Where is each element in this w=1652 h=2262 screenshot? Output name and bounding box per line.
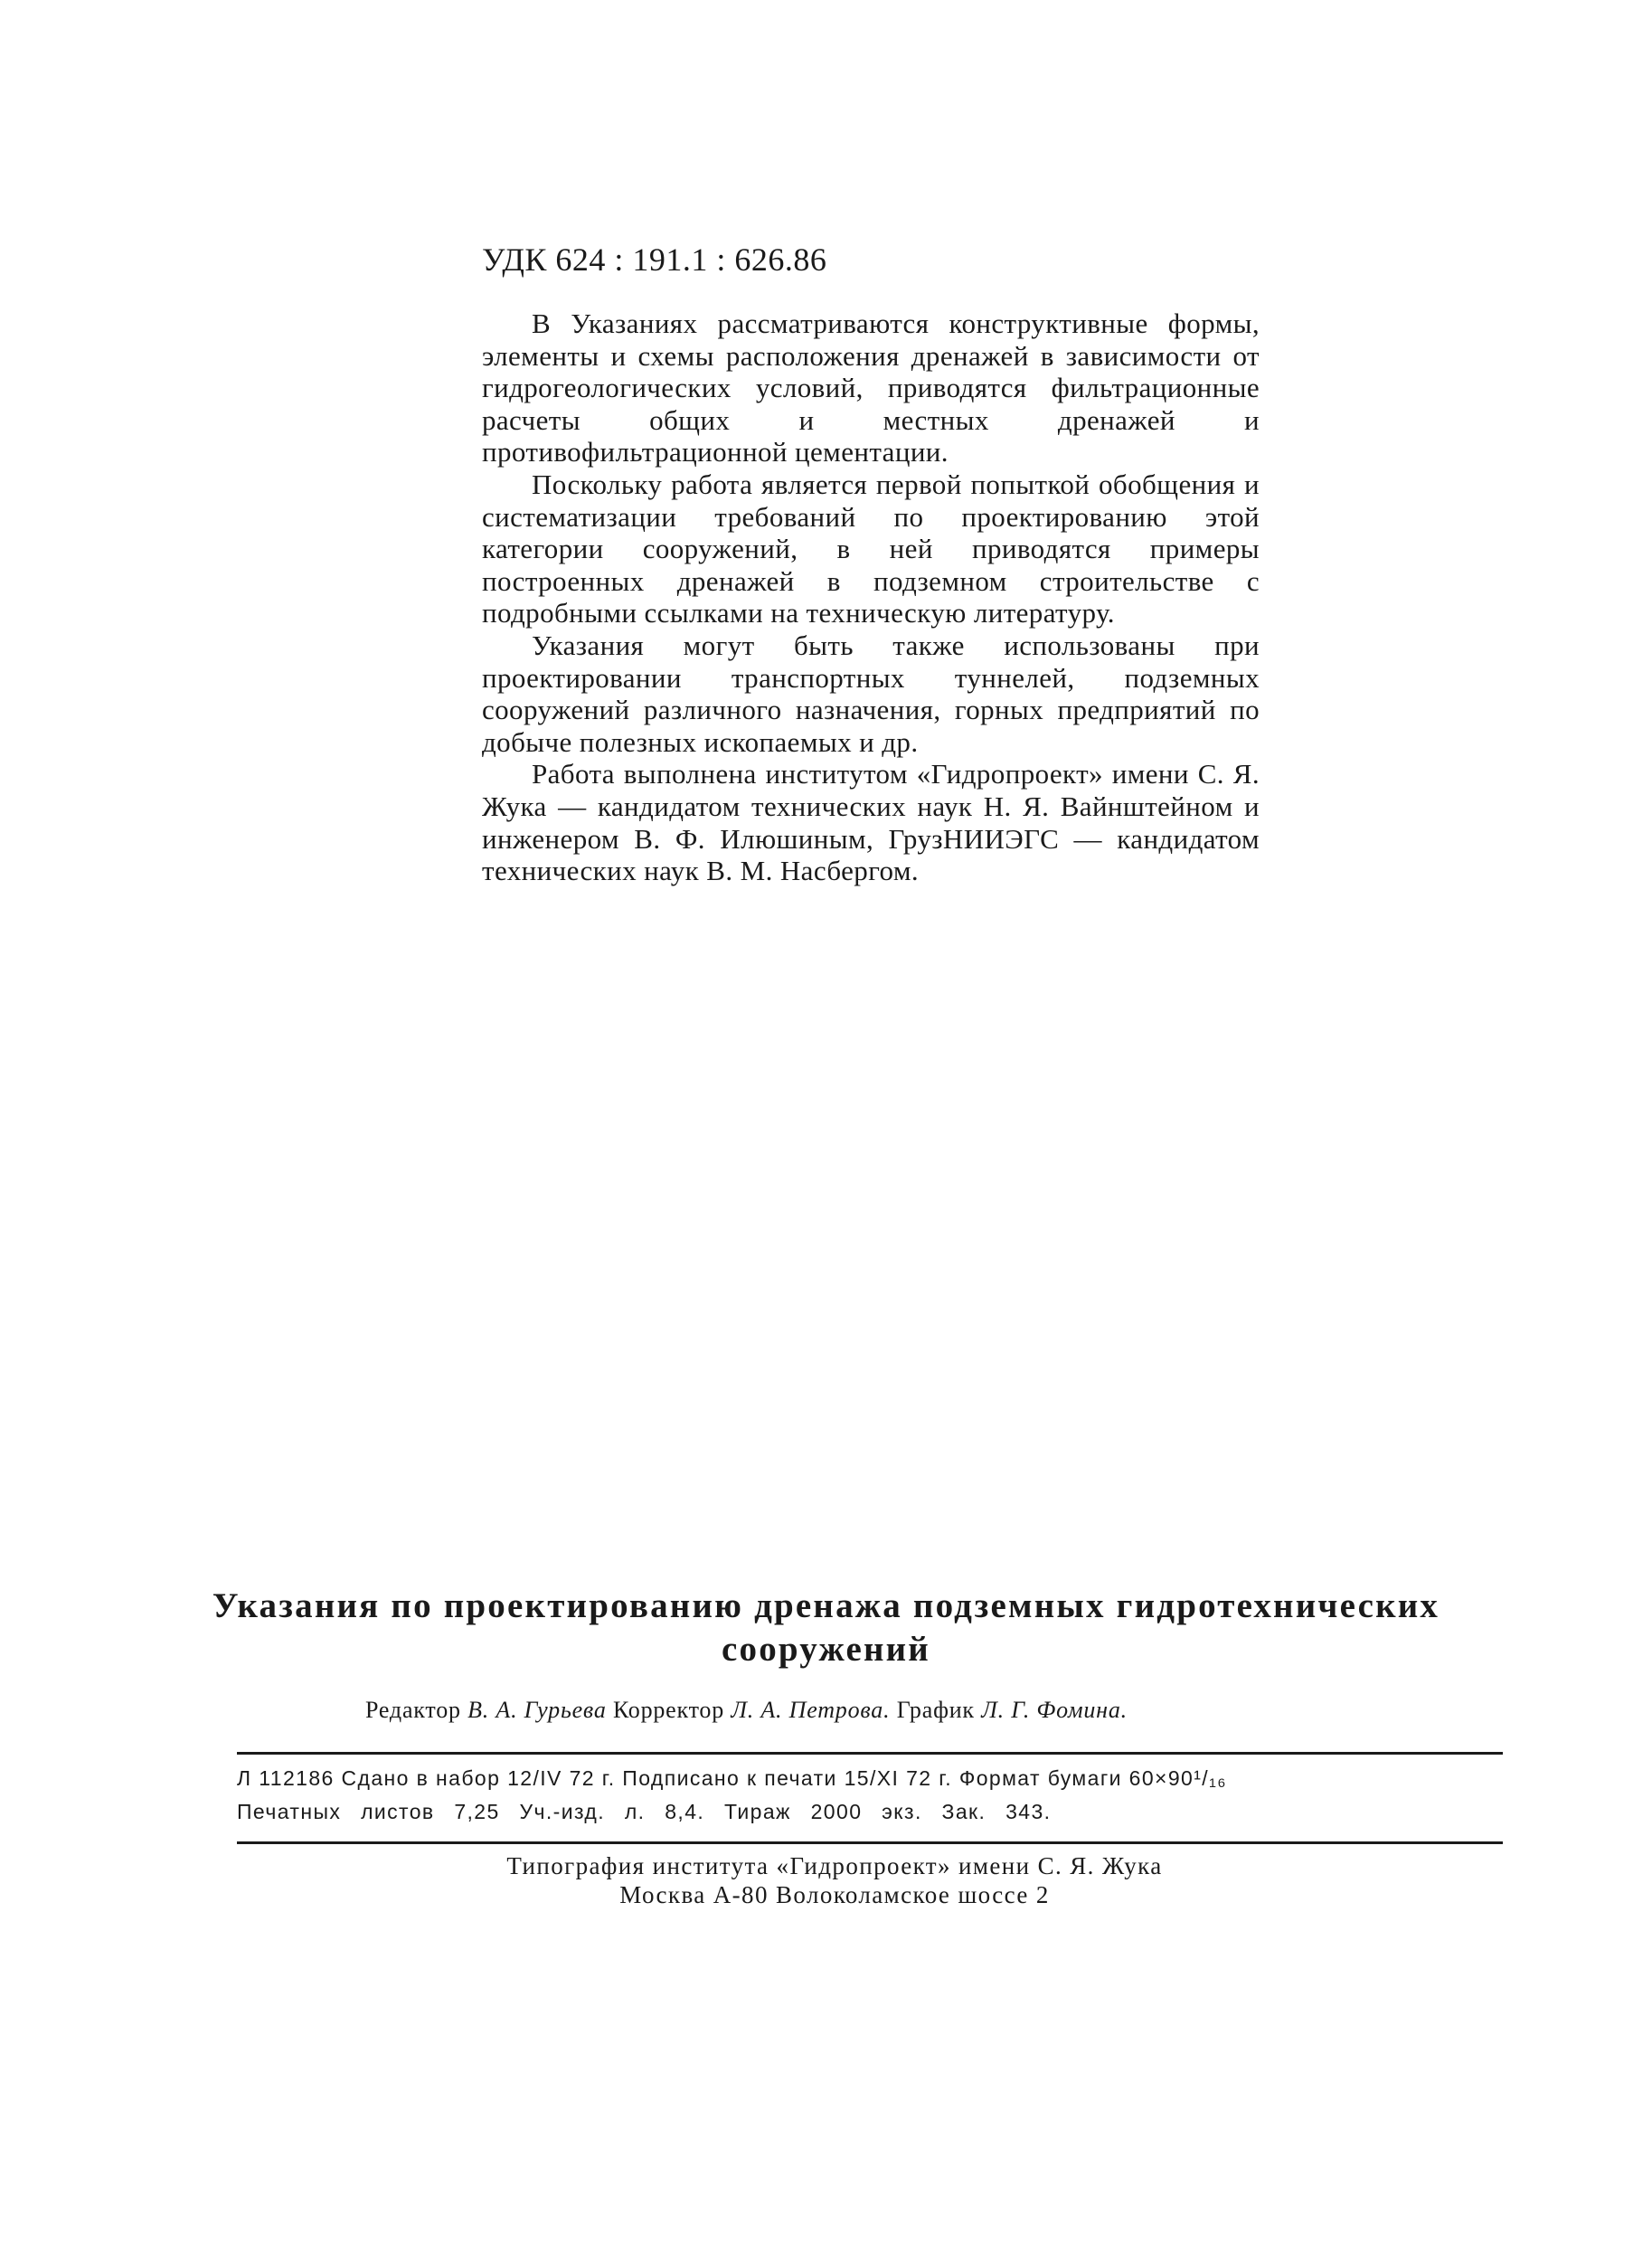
editor-name: В. А. Гурьева [467,1697,607,1723]
graphic-name: Л. Г. Фомина. [981,1697,1128,1723]
credits-line [365,1697,1128,1724]
book-title-line: сооружений [722,1630,930,1669]
udc-code: УДК 624 : 191.1 : 626.86 [482,241,827,278]
abstract-paragraph: Указания могут быть также использованы при проектировании транспортных туннелей, подземных сооружений различного назначения, горных предприятий по добыче полезных ископаемых и др. [482,629,1260,758]
abstract-paragraph: Поскольку работа является первой попыткой обобщения и систематизации требований по проектированию этой категории сооружений, в ней приводятся примеры построенных дренажей в подземном строительстве с подробными ссылками на техническую литературу. [482,468,1260,629]
editor-label: Редактор [365,1697,461,1723]
imprint-divider-bottom [237,1841,1503,1844]
abstract-paragraph: В Указаниях рассматриваются конструктивные формы, элементы и схемы расположения дренажей в зависимости от гидрогеологических условий, приводятся фильтрационные расчеты общих и местных дренажей и противофильтрационной цементации. [482,308,1260,468]
book-title-line: Указания по проектированию дренажа подземных гидротехнических [212,1586,1440,1625]
abstract-paragraph: Работа выполнена институтом «Гидропроект» имени С. Я. Жука — кандидатом технических наук Н. Я. Вайнштейном и инженером В. Ф. Илюшиным, ГрузНИИЭГС — кандидатом технических наук В. М. Насбергом. [482,758,1260,887]
book-title [181,1585,1471,1671]
abstract [482,308,1260,887]
imprint-divider-top [237,1752,1503,1755]
imprint-line: Печатных листов 7,25 Уч.-изд. л. 8,4. Тираж 2000 экз. Зак. 343. [237,1800,1052,1823]
imprint-line: Л 112186 Сдано в набор 12/IV 72 г. Подписано к печати 15/XI 72 г. Формат бумаги 60×90¹/₁₆ [237,1766,1227,1790]
printer-line: Типография института «Гидропроект» имени С. Я. Жука [506,1852,1163,1879]
corrector-name: Л. А. Петрова. [731,1697,891,1723]
printer-info [301,1851,1368,1909]
corrector-label: Корректор [612,1697,725,1723]
printer-address: Москва А-80 Волоколамское шоссе 2 [619,1881,1050,1908]
graphic-label: График [896,1697,975,1723]
